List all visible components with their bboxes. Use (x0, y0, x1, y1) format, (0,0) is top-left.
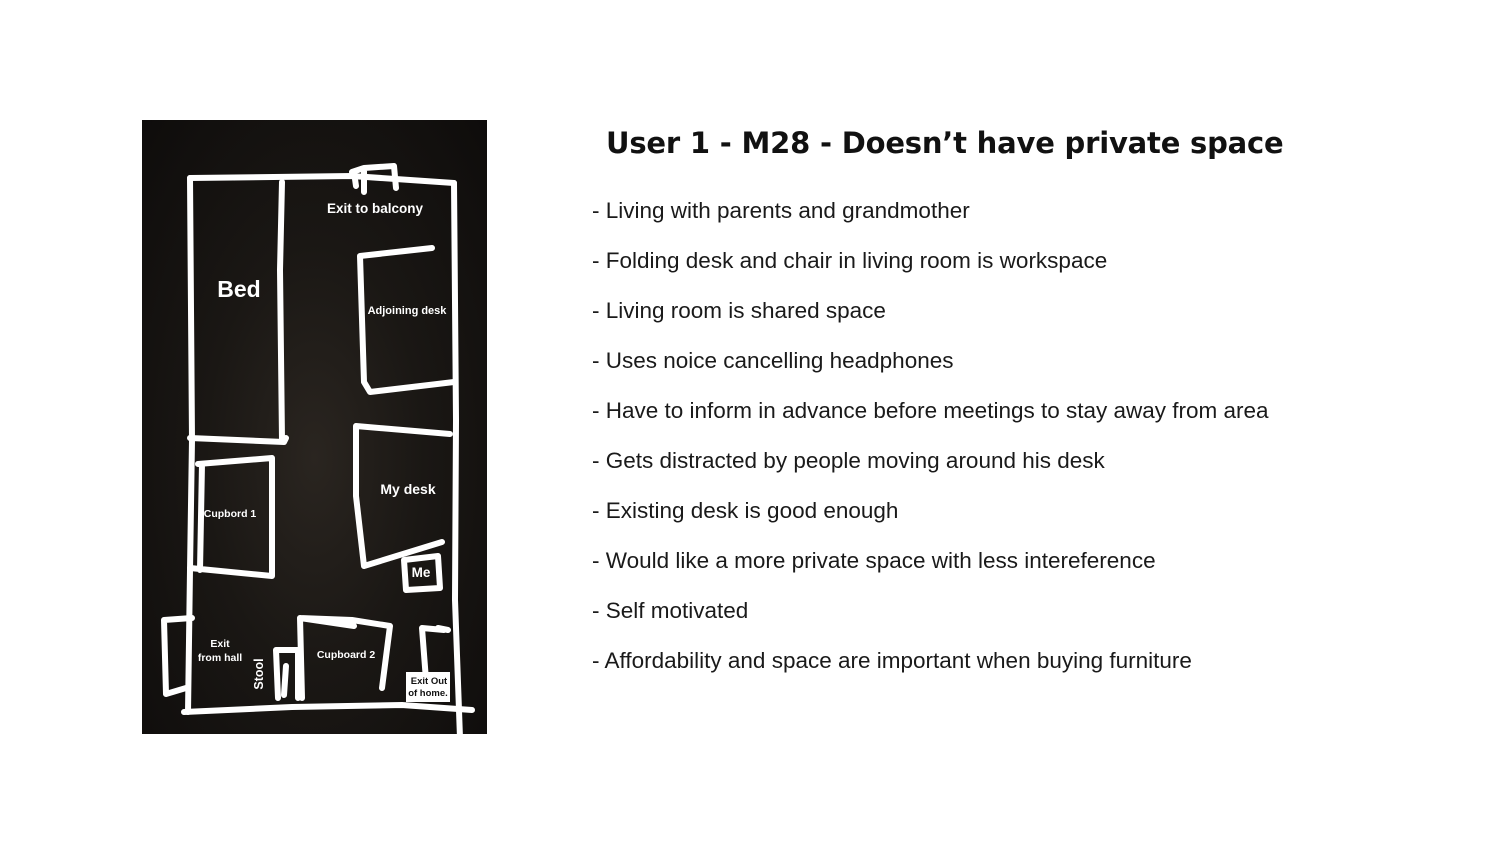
wall-bottom (184, 705, 472, 712)
adjoining-desk-shape (360, 248, 454, 392)
my-desk-label: My desk (380, 481, 436, 497)
slide-title: User 1 - M28 - Doesn’t have private space (606, 126, 1284, 160)
floorplan-sketch (142, 120, 487, 734)
wall-left (188, 178, 192, 712)
note-item: - Living room is shared space (592, 298, 886, 323)
hall-exit-label-line2: from hall (197, 652, 243, 664)
floorplan-drawing (142, 120, 487, 734)
wall-top (190, 176, 454, 183)
wall-right (454, 183, 460, 734)
note-item: - Gets distracted by people moving around his desk (592, 448, 1105, 473)
stool-shape (276, 650, 298, 698)
cupboard1-label: Cupbord 1 (203, 508, 257, 520)
hall-exit-label-line1: Exit (210, 638, 230, 650)
adjoining-desk-label: Adjoining desk (367, 305, 447, 317)
notes-list (592, 196, 1269, 696)
bed-shape (190, 182, 286, 442)
note-item: - Affordability and space are important when buying furniture (592, 648, 1192, 673)
note-item: - Have to inform in advance before meetings to stay away from area (592, 398, 1269, 423)
bed-label: Bed (217, 276, 261, 302)
home-exit-label-line1: Exit Out (410, 676, 448, 687)
me-label: Me (411, 565, 431, 580)
note-item: - Uses noice cancelling headphones (592, 348, 954, 373)
note-item: - Folding desk and chair in living room is workspace (592, 248, 1108, 273)
cupboard2-label: Cupboard 2 (316, 649, 376, 661)
balcony-exit-label: Exit to balcony (326, 201, 424, 216)
home-exit-label-line2: of home. (408, 688, 448, 699)
note-item: - Existing desk is good enough (592, 498, 899, 523)
note-item: - Would like a more private space with less intereference (592, 548, 1156, 573)
note-item: - Living with parents and grandmother (592, 198, 970, 223)
note-item: - Self motivated (592, 598, 749, 623)
stool-label: Stool (252, 658, 266, 690)
